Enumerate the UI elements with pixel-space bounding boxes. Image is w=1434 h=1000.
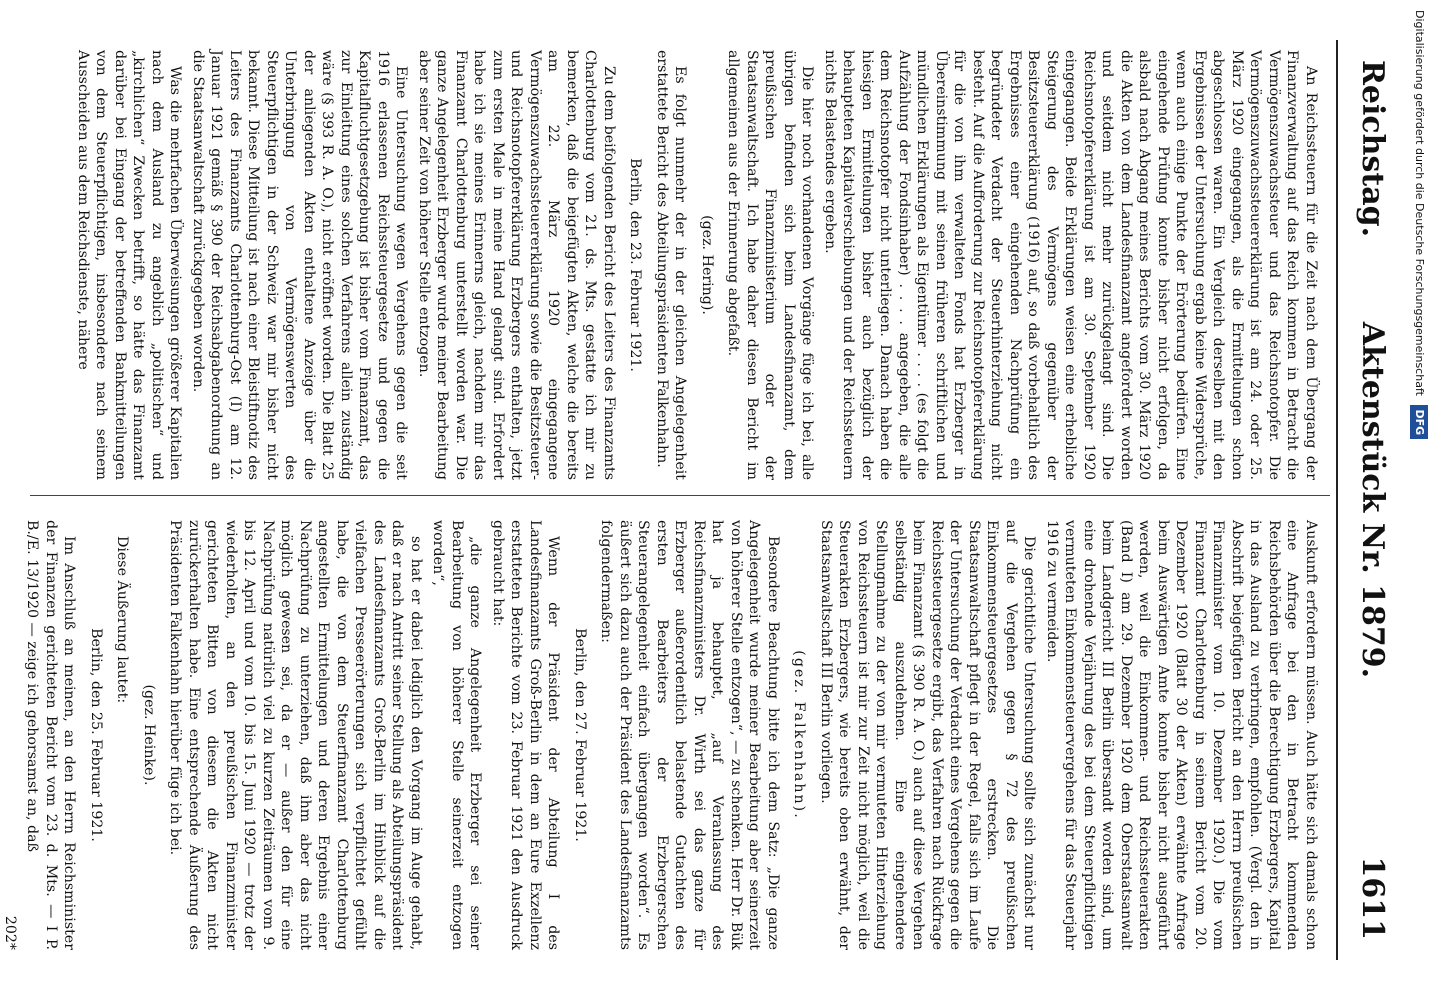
paragraph: Im Anschluß an meinen, an den Herrn Reichsminister der Finanzen gerichteten Bericht vom 23. d. Mts. — I P. B./E. 13/1920 — zeige ich gehorsamst an, daß — [24, 520, 78, 950]
paragraph: Besondere Beachtung bitte ich dem Satz: „Die ganze Angelegenheit wurde meiner Bearbeitung aber seinerzeit von höherer Stelle entzogen“, — zu schenken. Herr Dr. Bük hat ja behauptet, „auf Veranlassung des Reichsfinanzministers Dr. Wirth sei das ganze für Erzberger außerordentlich belastende Gutachten des ersten Bearbeiters der Erzbergerschen Steuerangelegenheit einfach übergangen worden“. Es äußert sich dazu auch der Präsident des Landesfinanzamts folgendermaßen: — [598, 520, 781, 950]
date-line: Berlin, den 27. Februar 1921. — [572, 628, 588, 842]
paragraph: Diese Äußerung lautet: — [114, 536, 131, 704]
paragraph: Zu dem beifolgenden Bericht des Leiters des Finanzamts Charlottenburg vom 21. ds. Mts. gestatte ich mir zu bemerken, daß die beigefügten Akten, welche die bereits am 22. März 1920 eingegangene Vermögenszuwachssteuererklärung sowie die Besitzsteuer- und Reichsnotopfererklärung Erzbergers enthalten, jetzt zum ersten Male in meine Hand gelangt sind. Erfordert habe ich sie meines Erinnerns gleich, nachdem mir das Finanzamt Charlottenburg unterstellt worden war. Die ganze Angelegenheit Erzberger wurde meiner Bearbeitung aber seiner Zeit von höherer Stelle entzogen. — [416, 50, 617, 480]
paragraph: An Reichssteuern für die Zeit nach dem Übergang der Finanzverwaltung auf das Reich kommen in Betracht die Vermögenszuwachssteuer und das Reichsnotopfer. Die Vermögenszuwachssteuererklärung ist am 24. oder 25. März 1920 eingegangen, als die Ermittelungen schon abgeschlossen waren. Ein Vergleich derselben mit den Ergebnissen der Untersuchung ergab keine Widersprüche, wenn auch einige Punkte der Erörterung bedürfen. Eine eingehende Prüfung konnte bisher nicht erfolgen, da alsbald nach Abgang meines Berichts vom 30. März 1920 die Akten von dem Landesfinanzamt angefordert worden und seitdem nicht mehr zurückgelangt sind. Die Reichsnotopfererklärung ist am 30. September 1920 eingegangen. Beide Erklärungen weisen eine erhebliche Steigerung des Vermögens gegenüber der Besitzsteuererklärung (1916) auf, so daß vorbehaltlich des Ergebnisses einer eingehenden Nachprüfung ein begründeter Verdacht der Steuerhinterziehung nicht besteht. Auf die Aufforderung zur Reichsnotopfererklärung für die von ihm verwalteten Fonds hat Erzberger in Übereinstimmung mit seinen früheren schriftlichen und mündlichen Erklärungen als Eigentümer . . . . (es folgt die Aufzählung der Fondsinhaber) . . . . angegeben, die alle dem Reichsnotopfer nicht unterliegen. Danach haben die hiesigen Ermittelungen bisher auch bezüglich der behaupteten Kapitalverschiebungen und der Reichssteuern nichts Belastendes ergeben. — [822, 50, 1319, 480]
paragraph: Die hier noch vorhandenen Vorgänge füge ich bei, alle übrigen befinden sich beim Landesfinanzamt, dem preußischen Finanzministerium oder der Staatsanwaltschaft. Ich habe daher diesen Bericht im allgemeinen aus der Erinnerung abgefaßt. — [725, 50, 816, 480]
quote: „die ganze Angelegenheit Erzberger sei seiner Bearbeitung von höherer Stelle seinerzeit entzogen worden“, — [430, 520, 484, 950]
digitization-text: Digitalisierung gefördert durch die Deutsche Forschungsgemeinschaft — [1413, 10, 1426, 396]
page-number: 1611 — [1355, 856, 1390, 940]
page-header — [1330, 40, 1400, 960]
left-column — [30, 50, 1320, 480]
date-line: Berlin, den 25. Februar 1921. — [88, 628, 104, 842]
rotated-page-content — [2, 40, 1400, 960]
signature: (gez. Falkenhahn). — [791, 650, 808, 820]
signature: (gez. Hering). — [699, 215, 715, 315]
date-line: Berlin, den 23. Februar 1921. — [627, 158, 644, 372]
header-document-number: Aktenstück Nr. 1879. — [1355, 321, 1390, 679]
paragraph: Auskunft erfordern müssen. Auch hätte sich damals schon eine Anfrage bei den in Betracht kommenden Reichsbehörden über die Berechtigung Erzbergers, Kapital in das Ausland zu verbringen, empfohlen. (Vergl. den in Abschrift beigefügten Bericht an den Herrn preußischen Finanzminister vom 10. Dezember 1920.) Die vom Finanzamt Charlottenburg in seinem Bericht vom 20. Dezember 1920 (Blatt 30 der Akten) erwähnte Anfrage beim Auswärtigen Amte konnte bisher nicht ausgeführt werden, weil die Einkommen- und Reichssteuerakten (Band I) am 29. Dezember 1920 dem Oberstaatsanwalt beim Landgericht III Berlin übersandt worden sind, um eine drohende Verjährung des bei dem Steuerpflichtigen vermuteten Einkommensteuervergehens für das Steuerjahr 1916 zu vermeiden. — [1044, 520, 1319, 950]
header-reichstag: Reichstag. — [1355, 60, 1390, 238]
paragraph: Eine Untersuchung wegen Vergehens gegen die seit 1916 erlassenen Reichssteuergesetze und gegen die Kapitalfluchtgesetzgebung ist bisher vom Finanzamt, das zur Einleitung eines solchen Verfahrens allein zuständig wäre (§ 393 R. A. O.), nicht eröffnet worden. Die Blatt 25 der anliegenden Akten enthaltene Anzeige über die Unterbringung von Vermögenswerten des Steuerpflichtigen in der Schweiz war mir bisher nicht bekannt. Diese Mitteilung ist nach einer Bleistiftnotiz des Leiters des Finanzamts Charlottenburg-Ost (I) am 12. Januar 1921 gemäß § 390 der Reichsabgabenordnung an die Staatsanwaltschaft zurückgegeben worden. — [190, 50, 410, 480]
sheet-number: 202* — [2, 915, 18, 950]
paragraph: Was die mehrfachen Überweisungen größerer Kapitalien nach dem Ausland zu angeblich „politischen“ und „kirchlichen“ Zwecken betrifft, so hätte das Finanzamt darüber bei Eingang der betreffenden Bankmitteilungen von dem Steuerpflichtigen, insbesondere nach seinem Ausscheiden aus dem Reichsdienste, nähere — [75, 50, 184, 480]
right-column — [2, 520, 1320, 950]
digitization-note — [1410, 10, 1428, 990]
header-rule — [1336, 40, 1338, 960]
paragraph: so hat er dabei lediglich den Vorgang im Auge gehabt, daß er nach Antritt seiner Stellung als Abteilungspräsident des Landesfinanzamts Groß-Berlin im Hinblick auf die vielfachen Presseerörterungen sich verpflichtet gefühlt habe, die von dem Steuerfinanzamt Charlottenburg angestellten Ermittelungen und deren Ergebnis einer Nachprüfung zu unterziehen, daß ihm aber das nicht möglich gewesen sei, da er — außer den für eine Nachprüfung natürlich viel zu kurzen Zeiträumen vom 9. bis 12. April und vom 10. bis 15. Juni 1920 — trotz der wiederholten, an den preußischen Finanzminister gerichteten Bitten von diesem die Akten nicht zurückerhalten habe. Eine entsprechende Äußerung des Präsidenten Falkenhahn hierüber füge ich bei. — [167, 520, 424, 950]
paragraph: Es folgt nunmehr der in der gleichen Angelegenheit erstattete Bericht des Abteilungspräsidenten Falkenhahn. — [654, 50, 689, 480]
dfg-logo: DFG — [1410, 405, 1428, 439]
column-divider — [30, 495, 1330, 496]
signature: (gez. Heinke). — [141, 684, 157, 786]
paragraph: Die gerichtliche Untersuchung sollte sich zunächst nur auf die Vergehen gegen § 72 des preußischen Einkommensteuergesetzes erstrecken. Die Staatsanwaltschaft pflegt in der Regel, falls sich im Laufe der Untersuchung der Verdacht eines Vergehens gegen die Reichssteuergesetze ergibt, das Verfahren nach Rückfrage beim Finanzamt (§ 390 R. A. O.) auch auf diese Vergehen selbständig auszudehnen. Eine eingehendere Stellungnahme zu der von mir vermuteten Hinterziehung von Reichssteuern ist mir zur Zeit nicht möglich, weil die Steuerakten Erzbergers, wie bereits oben erwähnt, der Staatsanwaltschaft III Berlin vorliegen. — [818, 520, 1038, 950]
paragraph: Wenn der Präsident der Abteilung I des Landesfinanzamts Groß-Berlin in dem an Eure Exzellenz erstatteten Berichte vom 23. Februar 1921 den Ausdruck gebraucht hat: — [490, 520, 562, 950]
